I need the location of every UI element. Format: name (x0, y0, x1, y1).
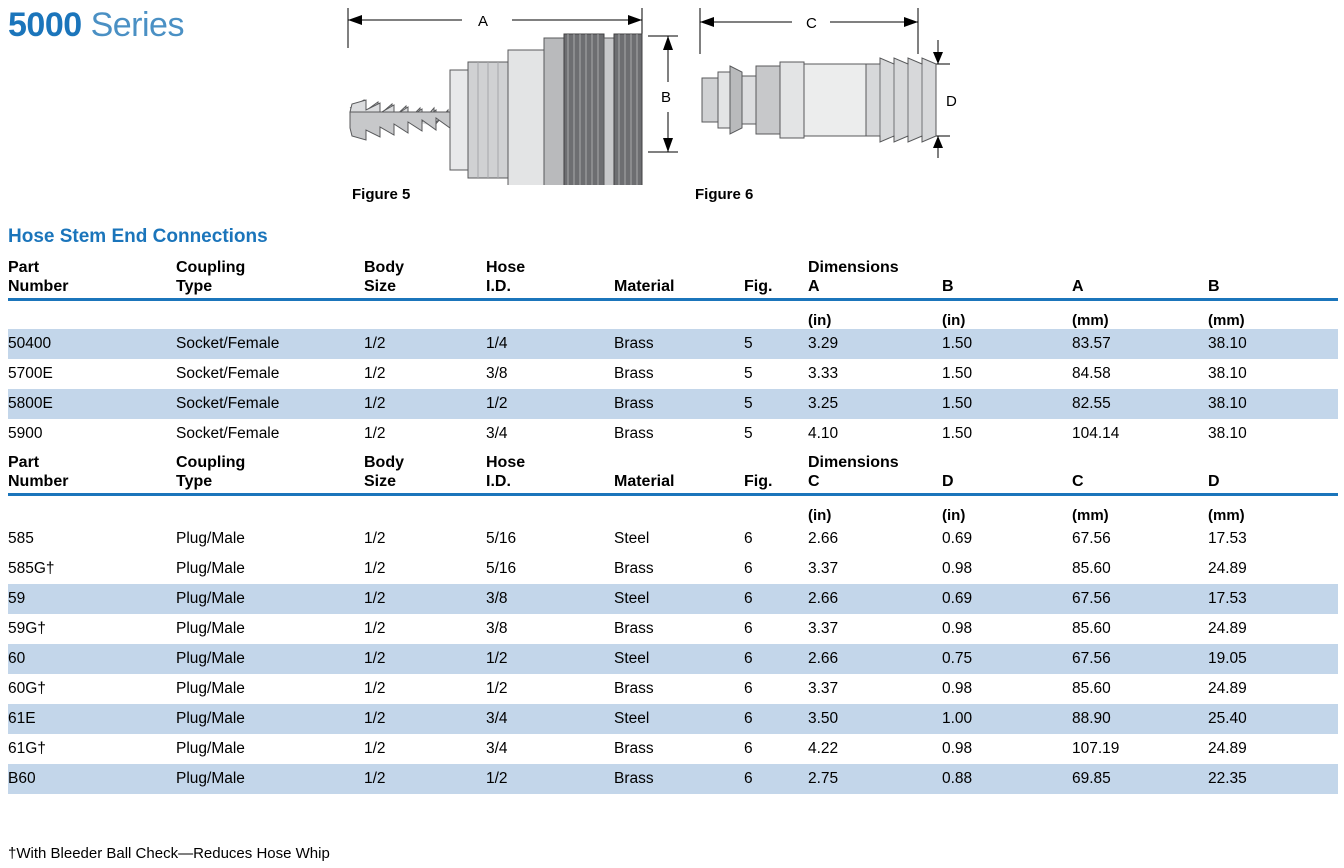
th-material: Material (614, 473, 675, 490)
cell-material: Brass (614, 620, 654, 637)
cell-hose-id: 5/16 (486, 530, 517, 547)
cell-material: Brass (614, 329, 744, 359)
th-part-number-2: Number (8, 278, 69, 295)
unit-3 (486, 301, 614, 329)
th-dim-b-in: B (942, 278, 954, 295)
cell-part-number: 5900 (8, 425, 43, 442)
th-dim-d-in: D (942, 473, 954, 490)
cell-hose-id: 1/2 (486, 680, 508, 697)
cell-dim-d-in: 0.98 (942, 680, 973, 697)
cell-material: Steel (614, 530, 650, 547)
th-body-size: Body (364, 259, 404, 276)
cell-hose-id: 3/8 (486, 620, 508, 637)
th-fig-spacer (744, 449, 808, 472)
table2-header-row-1 (8, 449, 1338, 472)
cell-fig: 6 (744, 680, 753, 697)
cell-dim-d-in: 0.98 (942, 560, 973, 577)
th-coupling-type: Coupling (176, 454, 246, 471)
cell-dim-c-in: 3.37 (808, 620, 839, 637)
cell-part-number: 61G† (8, 740, 46, 757)
cell-fig: 5 (744, 329, 808, 359)
cell-dim-c-mm: 67.56 (1072, 530, 1111, 547)
cell-dim-b-in: 1.50 (942, 389, 1072, 419)
cell-body-size: 1/2 (364, 704, 486, 734)
cell-fig: 6 (744, 584, 808, 614)
cell-dim-d-in: 0.69 (942, 530, 973, 547)
table-row (8, 734, 1338, 764)
cell-dim-a-in: 3.29 (808, 329, 942, 359)
cell-part-number: 60G† (8, 680, 46, 697)
page-title (8, 6, 184, 45)
cell-hose-id: 3/4 (486, 740, 508, 757)
cell-part-number: B60 (8, 764, 176, 794)
cell-dim-d-mm: 17.53 (1208, 584, 1338, 614)
cell-dim-b-mm: 38.10 (1208, 365, 1247, 382)
th-part-number-2: Number (8, 473, 69, 490)
unit-1 (176, 301, 364, 329)
unit-0 (8, 301, 176, 329)
th-hose-id: Hose (486, 259, 526, 276)
unit-0 (8, 496, 176, 524)
cell-coupling-type: Plug/Male (176, 740, 245, 757)
cell-body-size: 1/2 (364, 764, 486, 794)
cell-material: Steel (614, 644, 744, 674)
cell-material: Brass (614, 389, 744, 419)
cell-dim-b-in: 1.50 (942, 365, 973, 382)
cell-dim-c-mm: 67.56 (1072, 584, 1208, 614)
cell-body-size: 1/2 (364, 740, 386, 757)
cell-dim-d-mm: 24.89 (1208, 680, 1247, 697)
unit-9: (mm) (1208, 312, 1245, 329)
unit-4 (614, 496, 744, 524)
cell-dim-a-in: 4.10 (808, 425, 839, 442)
cell-dim-d-in: 0.88 (942, 764, 1072, 794)
figure-6-caption: Figure 6 (695, 186, 754, 203)
cell-dim-b-mm: 38.10 (1208, 425, 1247, 442)
cell-dim-d-in: 0.98 (942, 740, 973, 757)
cell-dim-c-mm: 85.60 (1072, 560, 1111, 577)
cell-part-number: 5700E (8, 365, 53, 382)
th-material-spacer (614, 254, 744, 277)
unit-6: (in) (808, 312, 832, 329)
cell-fig: 6 (744, 764, 808, 794)
cell-dim-d-mm: 19.05 (1208, 644, 1338, 674)
cell-dim-d-in: 0.69 (942, 584, 1072, 614)
cell-body-size: 1/2 (364, 389, 486, 419)
cell-dim-b-in: 1.50 (942, 425, 973, 442)
socket-female-table (8, 254, 1338, 449)
figures-area (330, 0, 970, 210)
cell-dim-c-mm: 85.60 (1072, 620, 1111, 637)
table1-header-row-1 (8, 254, 1338, 277)
cell-body-size: 1/2 (364, 530, 386, 547)
cell-dim-a-in: 3.33 (808, 365, 839, 382)
cell-part-number: 59 (8, 584, 176, 614)
th-dim-a-in: A (808, 278, 820, 295)
cell-hose-id: 3/4 (486, 704, 614, 734)
table-row (8, 644, 1338, 674)
section-heading: Hose Stem End Connections (8, 226, 268, 247)
cell-coupling-type: Plug/Male (176, 644, 364, 674)
cell-dim-a-in: 3.25 (808, 389, 942, 419)
unit-8: (mm) (1072, 312, 1109, 329)
cell-body-size: 1/2 (364, 620, 386, 637)
table-row (8, 329, 1338, 359)
cell-part-number: 5800E (8, 389, 176, 419)
unit-2 (364, 301, 486, 329)
cell-body-size: 1/2 (364, 560, 386, 577)
cell-body-size: 1/2 (364, 425, 386, 442)
page-title-number: 5000 (8, 6, 82, 44)
cell-dim-c-mm: 107.19 (1072, 740, 1120, 757)
cell-body-size: 1/2 (364, 644, 486, 674)
th-coupling-type: Coupling (176, 259, 246, 276)
cell-hose-id: 3/8 (486, 584, 614, 614)
cell-fig: 6 (744, 644, 808, 674)
table1-header-row-2 (8, 277, 1338, 296)
th-dim-c-in: C (808, 473, 820, 490)
cell-body-size: 1/2 (364, 365, 386, 382)
cell-coupling-type: Plug/Male (176, 680, 245, 697)
cell-hose-id: 1/2 (486, 389, 614, 419)
unit-5 (744, 301, 808, 329)
cell-hose-id: 1/2 (486, 644, 614, 674)
cell-part-number: 50400 (8, 329, 176, 359)
cell-coupling-type: Socket/Female (176, 329, 364, 359)
svg-text:A: A (478, 13, 489, 30)
figure-5-caption: Figure 5 (352, 186, 411, 203)
cell-dim-d-mm: 24.89 (1208, 740, 1247, 757)
unit-9: (mm) (1208, 507, 1245, 524)
th-fig: Fig. (744, 278, 773, 295)
cell-coupling-type: Socket/Female (176, 389, 364, 419)
cell-coupling-type: Plug/Male (176, 560, 245, 577)
specifications-tables (8, 254, 1338, 794)
table1-units-row (8, 301, 1338, 329)
cell-fig: 6 (744, 620, 753, 637)
table-row (8, 704, 1338, 734)
cell-material: Brass (614, 764, 744, 794)
cell-coupling-type: Plug/Male (176, 620, 245, 637)
cell-dim-c-mm: 88.90 (1072, 704, 1208, 734)
cell-dim-d-mm: 24.89 (1208, 560, 1247, 577)
cell-dim-c-in: 3.37 (808, 680, 839, 697)
cell-fig: 6 (744, 530, 753, 547)
cell-dim-a-mm: 84.58 (1072, 365, 1111, 382)
th-dimensions: Dimensions (808, 259, 899, 276)
table-row (8, 614, 1338, 644)
table-row (8, 584, 1338, 614)
cell-part-number: 61E (8, 704, 176, 734)
cell-dim-c-mm: 67.56 (1072, 644, 1208, 674)
unit-8: (mm) (1072, 507, 1109, 524)
cell-body-size: 1/2 (364, 680, 386, 697)
cell-dim-b-mm: 38.10 (1208, 389, 1338, 419)
cell-dim-a-mm: 104.14 (1072, 425, 1120, 442)
cell-material: Steel (614, 584, 744, 614)
th-part-number: Part (8, 259, 40, 276)
cell-dim-c-in: 2.66 (808, 584, 942, 614)
cell-part-number: 585 (8, 530, 34, 547)
unit-3 (486, 496, 614, 524)
table-row (8, 764, 1338, 794)
th-hose-id-2: I.D. (486, 473, 511, 490)
th-material: Material (614, 278, 675, 295)
th-dim-a-mm: A (1072, 278, 1084, 295)
th-dim-d-mm: D (1208, 473, 1220, 490)
cell-dim-c-in: 2.75 (808, 764, 942, 794)
footnote: †With Bleeder Ball Check—Reduces Hose Whip (8, 845, 330, 862)
cell-hose-id: 3/4 (486, 425, 508, 442)
th-body-size: Body (364, 454, 404, 471)
cell-fig: 6 (744, 560, 753, 577)
cell-dim-d-in: 1.00 (942, 704, 1072, 734)
cell-coupling-type: Plug/Male (176, 764, 364, 794)
cell-dim-c-in: 2.66 (808, 530, 839, 547)
cell-part-number: 60 (8, 644, 176, 674)
cell-material: Brass (614, 680, 654, 697)
th-material-spacer (614, 449, 744, 472)
cell-coupling-type: Plug/Male (176, 704, 364, 734)
th-body-size-2: Size (364, 278, 397, 295)
svg-text:D: D (946, 93, 957, 110)
unit-5 (744, 496, 808, 524)
cell-dim-b-in: 1.50 (942, 329, 1072, 359)
cell-dim-c-in: 4.22 (808, 740, 839, 757)
table2-units-row (8, 496, 1338, 524)
th-dim-b-mm: B (1208, 278, 1220, 295)
cell-dim-c-in: 2.66 (808, 644, 942, 674)
cell-dim-d-mm: 25.40 (1208, 704, 1338, 734)
th-body-size-2: Size (364, 473, 397, 490)
cell-dim-c-mm: 69.85 (1072, 764, 1208, 794)
th-coupling-type-2: Type (176, 473, 213, 490)
th-hose-id: Hose (486, 454, 526, 471)
coupling-diagrams (330, 0, 970, 185)
cell-fig: 6 (744, 740, 753, 757)
cell-coupling-type: Plug/Male (176, 530, 245, 547)
cell-dim-a-mm: 83.57 (1072, 329, 1208, 359)
th-fig-spacer (744, 254, 808, 277)
cell-dim-c-mm: 85.60 (1072, 680, 1111, 697)
table-row (8, 359, 1338, 389)
th-fig: Fig. (744, 473, 773, 490)
table2-header-row-2 (8, 472, 1338, 491)
th-coupling-type-2: Type (176, 278, 213, 295)
cell-hose-id: 1/2 (486, 764, 614, 794)
cell-part-number: 585G† (8, 560, 55, 577)
table-row (8, 524, 1338, 554)
cell-body-size: 1/2 (364, 329, 486, 359)
cell-body-size: 1/2 (364, 584, 486, 614)
cell-dim-b-mm: 38.10 (1208, 329, 1338, 359)
table-row (8, 389, 1338, 419)
cell-dim-d-mm: 24.89 (1208, 620, 1247, 637)
table-row (8, 419, 1338, 449)
cell-fig: 5 (744, 425, 753, 442)
unit-7: (in) (942, 507, 966, 524)
svg-text:C: C (806, 15, 817, 32)
cell-dim-d-mm: 22.35 (1208, 764, 1338, 794)
table-row (8, 674, 1338, 704)
cell-hose-id: 1/4 (486, 329, 614, 359)
unit-1 (176, 496, 364, 524)
unit-2 (364, 496, 486, 524)
cell-fig: 5 (744, 389, 808, 419)
cell-dim-d-in: 0.75 (942, 644, 1072, 674)
cell-part-number: 59G† (8, 620, 46, 637)
unit-4 (614, 301, 744, 329)
plug-male-table (8, 449, 1338, 794)
unit-7: (in) (942, 312, 966, 329)
th-hose-id-2: I.D. (486, 278, 511, 295)
cell-dim-d-mm: 17.53 (1208, 530, 1247, 547)
cell-dim-c-in: 3.50 (808, 704, 942, 734)
cell-material: Brass (614, 365, 654, 382)
th-part-number: Part (8, 454, 40, 471)
cell-coupling-type: Socket/Female (176, 365, 280, 382)
cell-coupling-type: Socket/Female (176, 425, 280, 442)
page-title-series: Series (90, 6, 184, 44)
th-dim-c-mm: C (1072, 473, 1084, 490)
cell-coupling-type: Plug/Male (176, 584, 364, 614)
table-row (8, 554, 1338, 584)
cell-material: Brass (614, 560, 654, 577)
cell-fig: 5 (744, 365, 753, 382)
cell-fig: 6 (744, 704, 808, 734)
cell-material: Brass (614, 740, 654, 757)
cell-hose-id: 5/16 (486, 560, 517, 577)
cell-hose-id: 3/8 (486, 365, 508, 382)
cell-dim-a-mm: 82.55 (1072, 389, 1208, 419)
th-dimensions: Dimensions (808, 454, 899, 471)
cell-dim-c-in: 3.37 (808, 560, 839, 577)
cell-material: Steel (614, 704, 744, 734)
svg-text:B: B (661, 89, 672, 106)
cell-material: Brass (614, 425, 654, 442)
unit-6: (in) (808, 507, 832, 524)
cell-dim-d-in: 0.98 (942, 620, 973, 637)
